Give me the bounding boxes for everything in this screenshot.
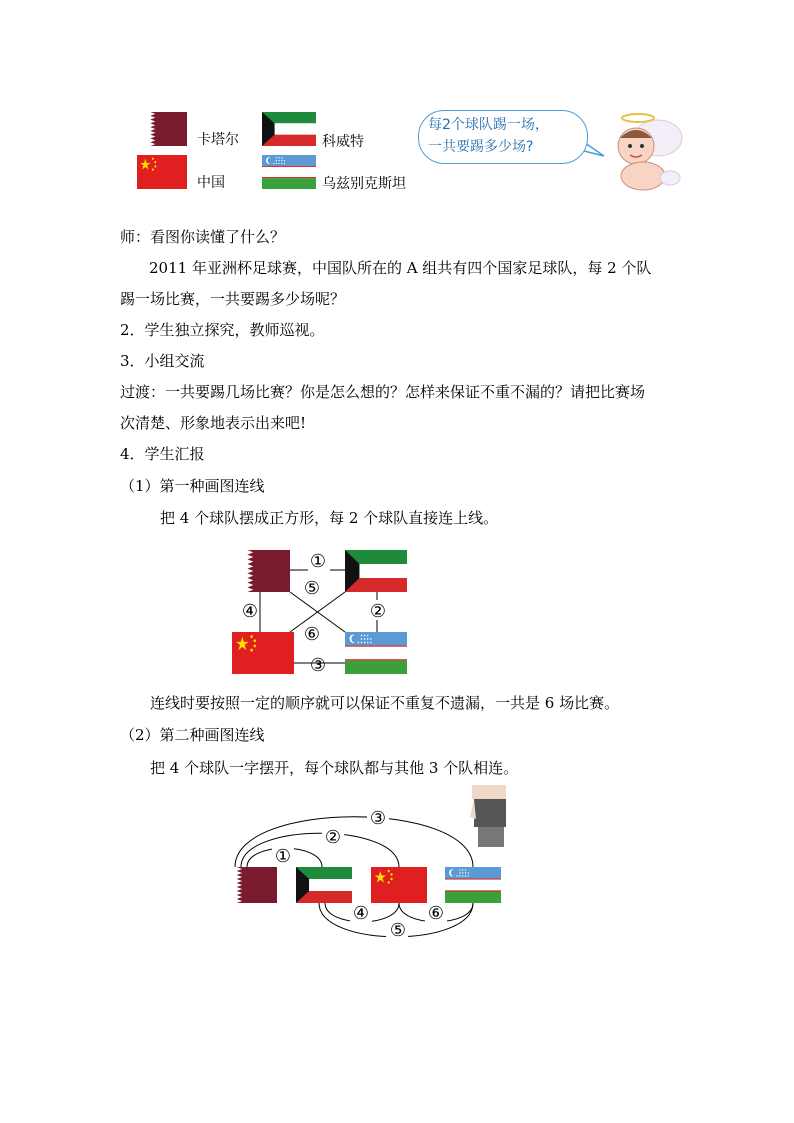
- step-2: 2．学生独立探究，教师巡视。: [120, 321, 325, 339]
- paragraph-question: 师：看图你读懂了什么？: [120, 228, 286, 246]
- bubble-line-2: 一共要踢多少场?: [428, 139, 534, 155]
- line-flag-kuwait: [296, 867, 352, 903]
- line-label-5: ⑤: [389, 920, 407, 941]
- line-diagram: [215, 800, 515, 950]
- label-china: 中国: [197, 175, 225, 191]
- method-1-conclusion: 连线时要按照一定的顺序就可以保证不重复不遗漏，一共是 6 场比赛。: [150, 694, 620, 712]
- square-label-4: ④: [241, 601, 259, 622]
- diagram-flag-qatar: [232, 550, 290, 592]
- method-2-desc: 把 4 个球队一字摆开，每个球队都与其他 3 个队相连。: [150, 759, 519, 777]
- arc-3: [235, 817, 473, 867]
- method-1-title: （1）第一种画图连线: [120, 477, 265, 495]
- arc-2: [241, 833, 399, 867]
- line-label-2: ②: [324, 827, 342, 848]
- line-label-4: ④: [352, 903, 370, 924]
- cherub-icon: [598, 108, 688, 198]
- square-label-3: ③: [309, 655, 327, 676]
- paragraph-problem-line-1: 2011 年亚洲杯足球赛，中国队所在的 A 组共有四个国家足球队，每 2 个队: [149, 259, 652, 277]
- diagram-flag-china: [232, 632, 294, 674]
- square-label-2: ②: [369, 601, 387, 622]
- square-diagram: [225, 545, 415, 680]
- square-label-6: ⑥: [303, 624, 321, 645]
- paragraph-problem-line-2: 踢一场比赛，一共要踢多少场呢？: [120, 290, 346, 308]
- flag-kuwait-icon: [262, 112, 316, 146]
- method-2-title: （2）第二种画图连线: [120, 726, 265, 744]
- transition-line-2: 次清楚、形象地表示出来吧!: [120, 414, 307, 432]
- bubble-line-1: 每2个球队踢一场，: [428, 117, 549, 133]
- line-flag-qatar: [222, 867, 277, 903]
- step-4: 4．学生汇报: [120, 445, 205, 463]
- flag-uzbekistan-icon: [262, 155, 316, 189]
- label-qatar: 卡塔尔: [197, 132, 239, 148]
- flag-china-icon: [137, 155, 187, 189]
- speech-bubble-text: [428, 114, 549, 158]
- line-flag-china: [371, 867, 427, 903]
- line-label-6: ⑥: [427, 903, 445, 924]
- method-1-desc: 把 4 个球队摆成正方形，每 2 个球队直接连上线。: [160, 509, 499, 527]
- line-label-3: ③: [369, 808, 387, 829]
- label-uzbekistan: 乌兹别克斯坦: [322, 176, 406, 192]
- label-kuwait: 科威特: [322, 134, 364, 150]
- square-label-5: ⑤: [303, 578, 321, 599]
- flag-qatar-icon: [137, 112, 187, 146]
- diagram-flag-kuwait: [345, 550, 407, 592]
- transition-line-1: 过渡：一共要踢几场比赛？你是怎么想的？怎样来保证不重不漏的？请把比赛场: [120, 383, 646, 401]
- square-label-1: ①: [309, 551, 327, 572]
- diagram-flag-uzbekistan: [345, 632, 407, 674]
- line-flag-uzbekistan: [445, 867, 501, 903]
- line-label-1: ①: [274, 846, 292, 867]
- step-3: 3．小组交流: [120, 352, 205, 370]
